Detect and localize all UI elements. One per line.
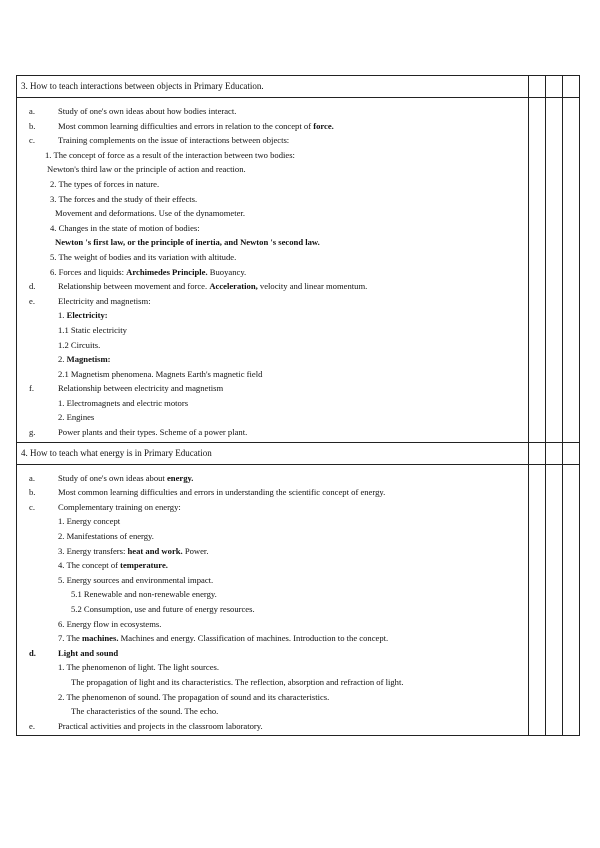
text-segment: 3. Energy transfers: <box>58 545 128 556</box>
bold-term: Light and sound <box>58 647 119 658</box>
text-segment: Power. <box>182 545 209 556</box>
outline-line <box>17 529 528 544</box>
line-text <box>58 660 219 675</box>
list-marker: g. <box>29 427 36 438</box>
outline-line <box>17 323 528 338</box>
line-text <box>71 675 404 690</box>
text-segment: Relationship between electricity and magnetism <box>58 383 224 394</box>
section-content <box>17 464 529 736</box>
bold-term: energy. <box>166 472 194 483</box>
outline-line <box>17 206 528 221</box>
text-segment: Most common learning difficulties and errors in understanding the scientific concept of energy. <box>58 487 386 498</box>
line-text <box>55 206 245 221</box>
outline-line <box>17 338 528 353</box>
outline-line <box>17 308 528 323</box>
text-segment: 2. The phenomenon of sound. The propagation of sound and its characteristics. <box>58 691 330 702</box>
line-text <box>50 177 159 192</box>
line-text <box>58 352 111 367</box>
line-text <box>58 119 334 134</box>
line-text <box>58 381 223 396</box>
text-segment: Study of one's own ideas about how bodies interact. <box>58 106 237 116</box>
line-text <box>58 690 329 705</box>
line-text <box>58 294 151 309</box>
text-segment: 6. Forces and liquids: <box>50 266 127 277</box>
text-segment: Power plants and their types. Scheme of a power plant. <box>58 427 248 438</box>
line-text <box>50 265 246 280</box>
line-text <box>50 221 200 236</box>
line-text <box>58 323 127 338</box>
text-segment: Complementary training on energy: <box>58 501 181 512</box>
outline-line <box>17 544 528 559</box>
text-segment: 4. Changes in the state of motion of bodies: <box>50 222 200 233</box>
list-marker: e. <box>29 720 35 731</box>
line-text <box>58 104 236 119</box>
outline-line <box>17 294 528 309</box>
text-segment: 1. Energy concept <box>58 516 121 527</box>
text-segment: 2. The types of forces in nature. <box>50 178 160 189</box>
section-3-body-row <box>17 98 580 443</box>
line-text <box>58 396 188 411</box>
outline-line <box>17 221 528 236</box>
line-text <box>45 148 295 163</box>
outline-line <box>17 587 528 602</box>
text-segment: Practical activities and projects in the classroom laboratory. <box>58 720 263 731</box>
outline-line <box>17 192 528 207</box>
outline-line <box>17 471 528 486</box>
outline-line <box>17 265 528 280</box>
outline-line <box>17 602 528 617</box>
syllabus-table <box>16 75 580 736</box>
text-segment: 7. The <box>58 633 82 644</box>
line-text <box>58 719 263 734</box>
text-segment: 2. Manifestations of energy. <box>58 531 154 542</box>
list-marker: d. <box>29 281 36 292</box>
outline-line <box>17 133 528 148</box>
line-text <box>58 646 118 661</box>
outline-line <box>17 660 528 675</box>
line-text <box>58 425 247 440</box>
list-marker: a. <box>29 472 35 483</box>
outline-line <box>17 235 528 250</box>
text-segment: 1.1 Static electricity <box>58 324 127 335</box>
list-marker: f. <box>29 383 35 394</box>
line-text <box>50 250 236 265</box>
line-text <box>58 133 289 148</box>
outline-line <box>17 558 528 573</box>
bold-term: Magnetism: <box>66 354 111 365</box>
outline-line <box>17 396 528 411</box>
section-4-header-row <box>17 442 580 464</box>
bold-term: Newton 's first law, or the principle of inertia, and Newton 's second law. <box>55 237 320 248</box>
line-text <box>58 338 100 353</box>
text-segment: 1. Electromagnets and electric motors <box>58 397 189 408</box>
bold-term: Acceleration, <box>209 281 258 292</box>
text-segment: Newton's third law or the principle of action and reaction. <box>47 164 246 175</box>
bold-term: heat and work. <box>127 545 183 556</box>
line-text <box>50 192 197 207</box>
section-4-body-row <box>17 464 580 736</box>
section-title: 3. How to teach interactions between objects in Primary Education. <box>17 76 529 98</box>
outline-line <box>17 485 528 500</box>
outline-line <box>17 352 528 367</box>
text-segment: 5.2 Consumption, use and future of energy resources. <box>71 604 255 614</box>
line-text <box>58 631 388 646</box>
text-segment: 1. <box>58 310 67 321</box>
line-text <box>58 485 385 500</box>
line-text <box>58 279 367 294</box>
outline-line <box>17 514 528 529</box>
line-text <box>71 602 255 617</box>
outline-line <box>17 675 528 690</box>
outline-line <box>17 279 528 294</box>
check-cell <box>529 442 546 464</box>
outline-line <box>17 646 528 661</box>
text-segment: Buoyancy. <box>207 266 247 277</box>
text-segment: 2.1 Magnetism phenomena. Magnets Earth's magnetic field <box>58 368 263 379</box>
outline-line <box>17 381 528 396</box>
bold-term: force. <box>313 120 334 131</box>
text-segment: 2. Engines <box>58 412 95 423</box>
outline-line <box>17 410 528 425</box>
text-segment: Machines and energy. Classification of machines. Introduction to the concept. <box>118 633 389 644</box>
check-cell <box>529 98 546 443</box>
line-text <box>58 500 181 515</box>
line-text <box>58 544 208 559</box>
section-title: 4. How to teach what energy is in Primary Education <box>17 442 529 464</box>
outline-line <box>17 148 528 163</box>
text-segment: Relationship between movement and force. <box>58 281 210 292</box>
outline-line <box>17 104 528 119</box>
line-text <box>58 529 154 544</box>
outline-line <box>17 367 528 382</box>
text-segment: Training complements on the issue of interactions between objects: <box>58 135 290 146</box>
outline-line <box>17 162 528 177</box>
text-segment: velocity and linear momentum. <box>257 281 368 292</box>
text-segment: 4. The concept of <box>58 560 121 571</box>
text-segment: The characteristics of the sound. The echo. <box>71 706 219 717</box>
outline-line <box>17 690 528 705</box>
outline-line <box>17 250 528 265</box>
outline-line <box>17 573 528 588</box>
outline-line <box>17 177 528 192</box>
text-segment: 3. The forces and the study of their effects. <box>50 193 198 204</box>
check-cell <box>529 464 546 736</box>
list-marker: a. <box>29 106 35 116</box>
line-text <box>58 410 94 425</box>
check-cell <box>563 464 580 736</box>
bold-term: Archimedes Principle. <box>126 266 208 277</box>
check-cell <box>563 98 580 443</box>
line-text <box>71 587 217 602</box>
check-cell <box>546 76 563 98</box>
bold-term: machines. <box>81 633 119 644</box>
text-segment: Study of one's own ideas about <box>58 472 167 483</box>
text-segment: 5.1 Renewable and non-renewable energy. <box>71 589 217 600</box>
list-marker: b. <box>29 487 36 498</box>
section-3-header-row <box>17 76 580 98</box>
outline-line <box>17 425 528 440</box>
outline-line <box>17 617 528 632</box>
text-segment: 2. <box>58 354 67 365</box>
list-marker: c. <box>29 135 35 146</box>
text-segment: 1.2 Circuits. <box>58 339 101 350</box>
check-cell <box>546 98 563 443</box>
text-segment: 5. Energy sources and environmental impact. <box>58 574 214 585</box>
text-segment: 1. The phenomenon of light. The light sources. <box>58 662 220 673</box>
bold-term: temperature. <box>120 560 168 571</box>
text-segment: The propagation of light and its characteristics. The reflection, absorption and refraction of light. <box>71 676 404 687</box>
list-marker: d. <box>29 647 36 658</box>
list-marker: b. <box>29 120 36 131</box>
check-cell <box>563 76 580 98</box>
check-cell <box>546 464 563 736</box>
line-text <box>55 235 320 250</box>
text-segment: Movement and deformations. Use of the dynamometer. <box>55 208 245 219</box>
outline-line <box>17 719 528 734</box>
text-segment: Most common learning difficulties and errors in relation to the concept of <box>58 120 314 131</box>
list-marker: c. <box>29 501 35 512</box>
line-text <box>58 558 168 573</box>
outline-line <box>17 119 528 134</box>
text-segment: Electricity and magnetism: <box>58 295 151 306</box>
check-cell <box>563 442 580 464</box>
section-content <box>17 98 529 443</box>
line-text <box>47 162 246 177</box>
line-text <box>71 704 218 719</box>
list-marker: e. <box>29 295 35 306</box>
outline-line <box>17 631 528 646</box>
line-text <box>58 471 193 486</box>
line-text <box>58 514 120 529</box>
outline-line <box>17 704 528 719</box>
bold-term: Electricity: <box>66 310 108 321</box>
outline-line <box>17 500 528 515</box>
check-cell <box>546 442 563 464</box>
line-text <box>58 617 161 632</box>
check-cell <box>529 76 546 98</box>
line-text <box>58 308 108 323</box>
line-text <box>58 367 262 382</box>
text-segment: 1. The concept of force as a result of the interaction between two bodies: <box>45 149 295 160</box>
text-segment: 6. Energy flow in ecosystems. <box>58 618 162 629</box>
text-segment: 5. The weight of bodies and its variation with altitude. <box>50 251 237 262</box>
line-text <box>58 573 213 588</box>
